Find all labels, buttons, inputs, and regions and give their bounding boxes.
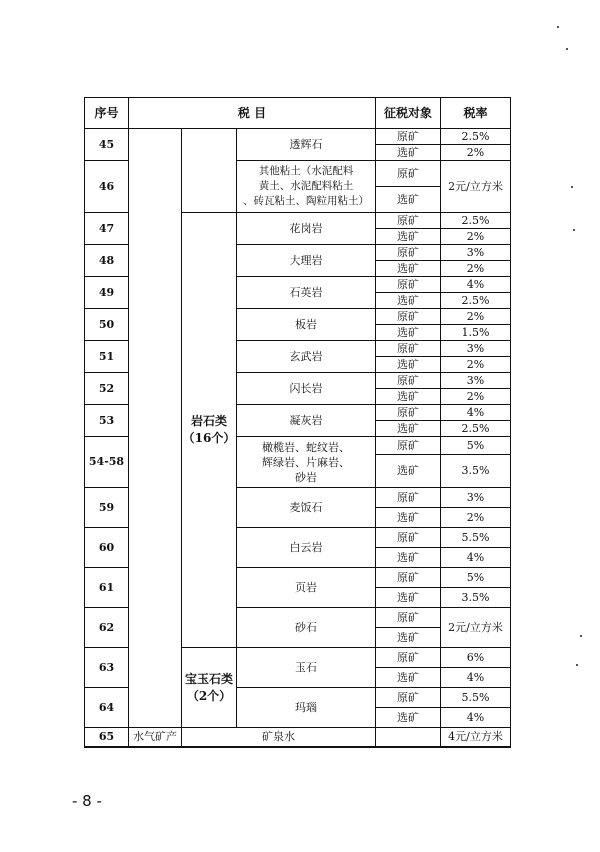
- mineral-name: 玄武岩: [237, 341, 376, 373]
- header-no: 序号: [85, 98, 129, 129]
- mineral-name: 玛瑙: [237, 688, 376, 728]
- object-cell: 选矿: [376, 389, 441, 405]
- group-count: （16个）: [182, 431, 236, 445]
- object-cell: 原矿: [376, 373, 441, 389]
- scan-speck: [580, 635, 582, 637]
- row-no: 62: [85, 608, 129, 648]
- rate-cell: 2.5%: [441, 213, 511, 229]
- name-line: 橄榄岩、蛇纹岩、: [262, 440, 351, 454]
- row-no: 53: [85, 405, 129, 437]
- object-cell: 选矿: [376, 668, 441, 688]
- object-cell: 原矿: [376, 488, 441, 508]
- object-cell: 原矿: [376, 405, 441, 421]
- object-cell: 选矿: [376, 508, 441, 528]
- row-no: 49: [85, 277, 129, 309]
- mineral-name: [237, 437, 376, 488]
- rate-cell: 2.5%: [441, 129, 511, 145]
- object-cell: 原矿: [376, 608, 441, 628]
- row-no: 48: [85, 245, 129, 277]
- rate-cell: 6%: [441, 648, 511, 668]
- nonmetal-category-cell: [129, 129, 182, 728]
- row-no: 54-58: [85, 437, 129, 488]
- mineral-name: 凝灰岩: [237, 405, 376, 437]
- blank-subcategory-cell: [182, 129, 237, 213]
- rate-cell: 2%: [441, 229, 511, 245]
- rate-cell: 3.5%: [441, 455, 511, 488]
- rate-cell: 4%: [441, 708, 511, 728]
- rate-cell: 3%: [441, 245, 511, 261]
- object-cell: 选矿: [376, 628, 441, 648]
- object-cell: 选矿: [376, 261, 441, 277]
- name-line: 、砖瓦粘土、陶粒用粘土）: [243, 195, 370, 207]
- object-cell: 原矿: [376, 129, 441, 145]
- scan-speck: [573, 229, 575, 231]
- name-line: 其他粘土（水泥配料: [258, 165, 354, 177]
- rate-cell-merged: 2元/立方米: [441, 161, 511, 213]
- table-header-row: [85, 98, 511, 129]
- name-line: 黄土、水泥配料粘土: [258, 180, 354, 192]
- gem-group-cell: [182, 648, 237, 728]
- object-cell: 选矿: [376, 357, 441, 373]
- object-cell: 选矿: [376, 145, 441, 161]
- mineral-name: 闪长岩: [237, 373, 376, 405]
- row-no: 64: [85, 688, 129, 728]
- group-name: 岩石类: [190, 414, 227, 428]
- rate-cell: 2%: [441, 261, 511, 277]
- group-count: （2个）: [186, 688, 232, 703]
- rate-cell: 2%: [441, 508, 511, 528]
- rate-cell: 3%: [441, 341, 511, 357]
- row-no: 63: [85, 648, 129, 688]
- row-no: 61: [85, 568, 129, 608]
- object-cell: 选矿: [376, 548, 441, 568]
- mineral-name: 页岩: [237, 568, 376, 608]
- rate-cell: 2%: [441, 389, 511, 405]
- rate-cell: 4%: [441, 548, 511, 568]
- object-cell: 选矿: [376, 421, 441, 437]
- rate-cell-merged: 2元/立方米: [441, 608, 511, 648]
- rate-cell: 5.5%: [441, 688, 511, 708]
- header-rate: 税率: [441, 98, 511, 129]
- rate-cell: 2.5%: [441, 421, 511, 437]
- row-no: 59: [85, 488, 129, 528]
- table-row: [85, 728, 511, 748]
- scan-speck: [557, 26, 559, 28]
- group-name: 宝玉石类: [184, 671, 233, 686]
- mineral-name: 石英岩: [237, 277, 376, 309]
- row-no: 60: [85, 528, 129, 568]
- object-cell: 选矿: [376, 187, 441, 213]
- mineral-name: 花岗岩: [237, 213, 376, 245]
- object-cell: 原矿: [376, 213, 441, 229]
- object-cell: 原矿: [376, 245, 441, 261]
- scan-speck: [576, 664, 578, 666]
- header-item: 税 目: [129, 98, 376, 129]
- rate-cell: 1.5%: [441, 325, 511, 341]
- object-cell: 选矿: [376, 325, 441, 341]
- row-no: 51: [85, 341, 129, 373]
- mineral-name: 板岩: [237, 309, 376, 341]
- rate-cell: 4元/立方米: [441, 728, 511, 748]
- table-row: [85, 129, 511, 145]
- object-cell: 选矿: [376, 229, 441, 245]
- object-cell: 原矿: [376, 309, 441, 325]
- mineral-name: 白云岩: [237, 528, 376, 568]
- mineral-name: 麦饭石: [237, 488, 376, 528]
- rate-cell: 2.5%: [441, 293, 511, 309]
- rate-cell: 4%: [441, 668, 511, 688]
- object-cell: 选矿: [376, 588, 441, 608]
- object-cell: 原矿: [376, 341, 441, 357]
- row-no: 52: [85, 373, 129, 405]
- rate-cell: 3%: [441, 488, 511, 508]
- object-cell: 选矿: [376, 455, 441, 488]
- mineral-name: [237, 161, 376, 213]
- mineral-name: 大理岩: [237, 245, 376, 277]
- category-cell: 水气矿产: [129, 728, 182, 748]
- rate-cell: 5.5%: [441, 528, 511, 548]
- scan-speck: [566, 48, 568, 50]
- row-no: 65: [85, 728, 129, 748]
- object-cell: 选矿: [376, 708, 441, 728]
- object-cell: 原矿: [376, 161, 441, 187]
- row-no: 45: [85, 129, 129, 161]
- header-object: 征税对象: [376, 98, 441, 129]
- object-cell: [376, 728, 441, 748]
- rate-cell: 2%: [441, 309, 511, 325]
- row-no: 47: [85, 213, 129, 245]
- rate-cell: 5%: [441, 568, 511, 588]
- object-cell: 原矿: [376, 528, 441, 548]
- object-cell: 原矿: [376, 437, 441, 455]
- scan-speck: [571, 186, 573, 188]
- page-number: - 8 -: [72, 792, 102, 810]
- mineral-name: 砂石: [237, 608, 376, 648]
- row-no: 46: [85, 161, 129, 213]
- mineral-name: 透辉石: [237, 129, 376, 161]
- name-line: 辉绿岩、片麻岩、: [262, 455, 351, 469]
- rate-cell: 4%: [441, 405, 511, 421]
- rock-group-cell: [182, 213, 237, 648]
- rate-cell: 3%: [441, 373, 511, 389]
- rate-cell: 4%: [441, 277, 511, 293]
- rate-cell: 3.5%: [441, 588, 511, 608]
- object-cell: 原矿: [376, 648, 441, 668]
- rate-cell: 2%: [441, 145, 511, 161]
- name-line: 砂岩: [295, 470, 318, 484]
- mineral-name: 玉石: [237, 648, 376, 688]
- object-cell: 原矿: [376, 688, 441, 708]
- row-no: 50: [85, 309, 129, 341]
- mineral-name: 矿泉水: [182, 728, 376, 748]
- rate-cell: 5%: [441, 437, 511, 455]
- object-cell: 选矿: [376, 293, 441, 309]
- rate-cell: 2%: [441, 357, 511, 373]
- object-cell: 原矿: [376, 277, 441, 293]
- object-cell: 原矿: [376, 568, 441, 588]
- tax-rate-table: [84, 97, 511, 748]
